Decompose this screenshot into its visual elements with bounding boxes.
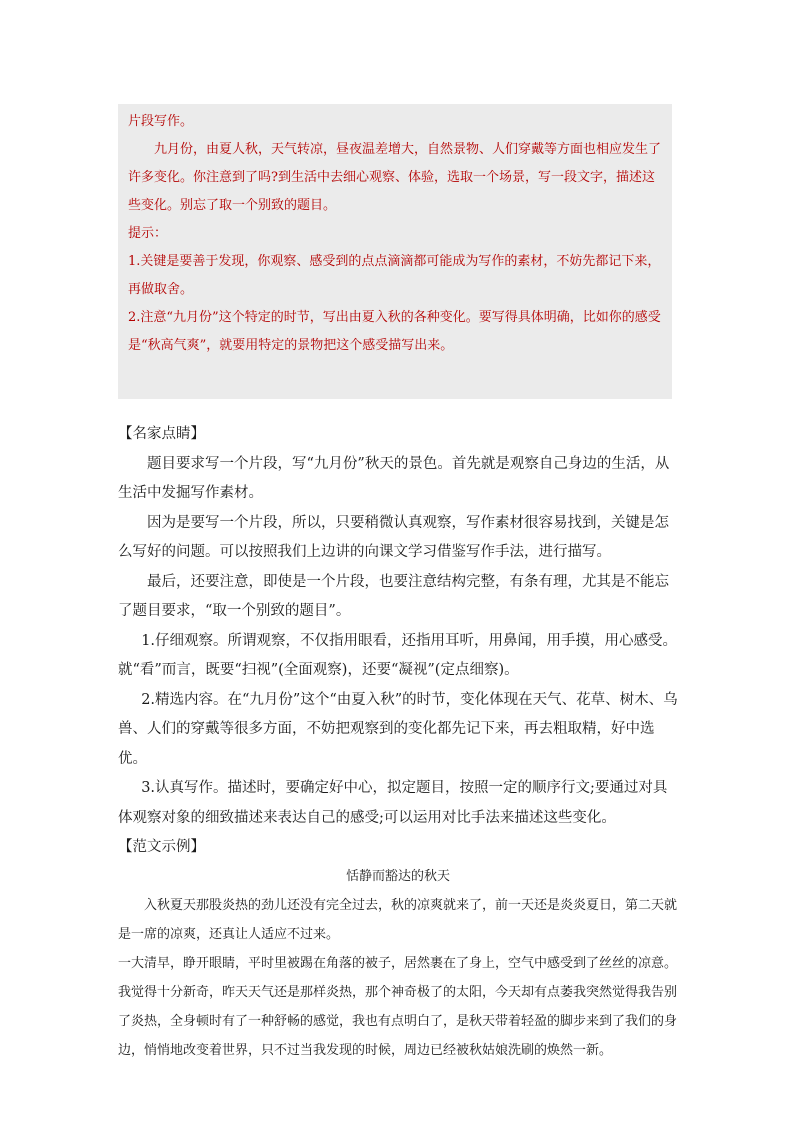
commentary-paragraph: 题目要求写一个片段，写“九月份”秋天的景色。首先就是观察自己身边的生活，从生活中发掘写作素材。 bbox=[118, 455, 670, 501]
hint-label: 提示： bbox=[128, 226, 168, 241]
hint-1: 1.关键是要善于发现，你观察、感受到的点点滴滴都可能成为写作的素材，不妨先都记下来，再做取舍。 bbox=[128, 254, 661, 297]
essay-paragraph: 一大清早，睁开眼睛，平时里被踢在角落的被子，居然裹在了身上，空气中感受到了丝丝的凉意。我觉得十分新奇，昨天天气还是那样炎热，那个神奇极了的太阳，今天却有点萎我突然觉得我告别了炎热，全身顿时有了一种舒畅的感觉，我也有点明白了，是秋天带着轻盈的脚步来到了我们的身边，悄悄地改变着世界，只不过当我发现的时候，周边已经被秋姑娘洗刷的焕然一新。 bbox=[118, 955, 678, 1058]
commentary-paragraph: 因为是要写一个片段，所以，只要稍微认真观察，写作素材很容易找到，关键是怎么写好的问题。可以按照我们上边讲的向课文学习借鉴写作手法，进行描写。 bbox=[118, 514, 669, 560]
example-heading: 【范文示例】 bbox=[118, 839, 205, 855]
prompt-title: 片段写作。 bbox=[128, 114, 194, 129]
commentary-point: 1.仔细观察。所谓观察，不仅指用眼看，还指用耳听，用鼻闻，用手摸，用心感受。就“看”而言，既要“扫视”(全面观察)，还要“凝视”(定点细察)。 bbox=[118, 632, 678, 678]
commentary-heading: 【名家点睛】 bbox=[118, 426, 205, 442]
writing-prompt-box bbox=[118, 104, 672, 399]
commentary-point: 2.精选内容。在“九月份”这个“由夏入秋”的时节，变化体现在天气、花草、树木、乌兽、人们的穿戴等很多方面，不妨把观察到的变化都先记下来，再去粗取精，好中选优。 bbox=[118, 691, 678, 767]
main-content bbox=[118, 420, 678, 1065]
essay-title: 恬静而豁达的秋天 bbox=[345, 868, 450, 884]
essay-paragraph: 入秋夏天那股炎热的劲儿还没有完全过去，秋的凉爽就来了，前一天还是炎炎夏日，第二天就是一席的凉爽，还真让人适应不过来。 bbox=[118, 897, 678, 942]
commentary-paragraph: 最后，还要注意，即使是一个片段，也要注意结构完整，有条有理，尤其是不能忘了题目要求，“取一个别致的题目”。 bbox=[118, 573, 669, 619]
hint-2: 2.注意“九月份”这个特定的时节，写出由夏入秋的各种变化。要写得具体明确，比如你的感受是“秋高气爽”，就要用特定的景物把这个感受描写出来。 bbox=[128, 310, 661, 353]
commentary-point: 3.认真写作。描述时，要确定好中心，拟定题目，按照一定的顺序行文;要通过对具体观察对象的细致描述来表达自己的感受;可以运用对比手法来描述这些变化。 bbox=[118, 780, 668, 826]
prompt-paragraph: 九月份，由夏人秋，天气转凉，昼夜温差增大，自然景物、人们穿戴等方面也相应发生了许多变化。你注意到了吗?到生活中去细心观察、体验，选取一个场景，写一段文字，描述这些变化。别忘了取一个别致的题目。 bbox=[128, 142, 662, 213]
